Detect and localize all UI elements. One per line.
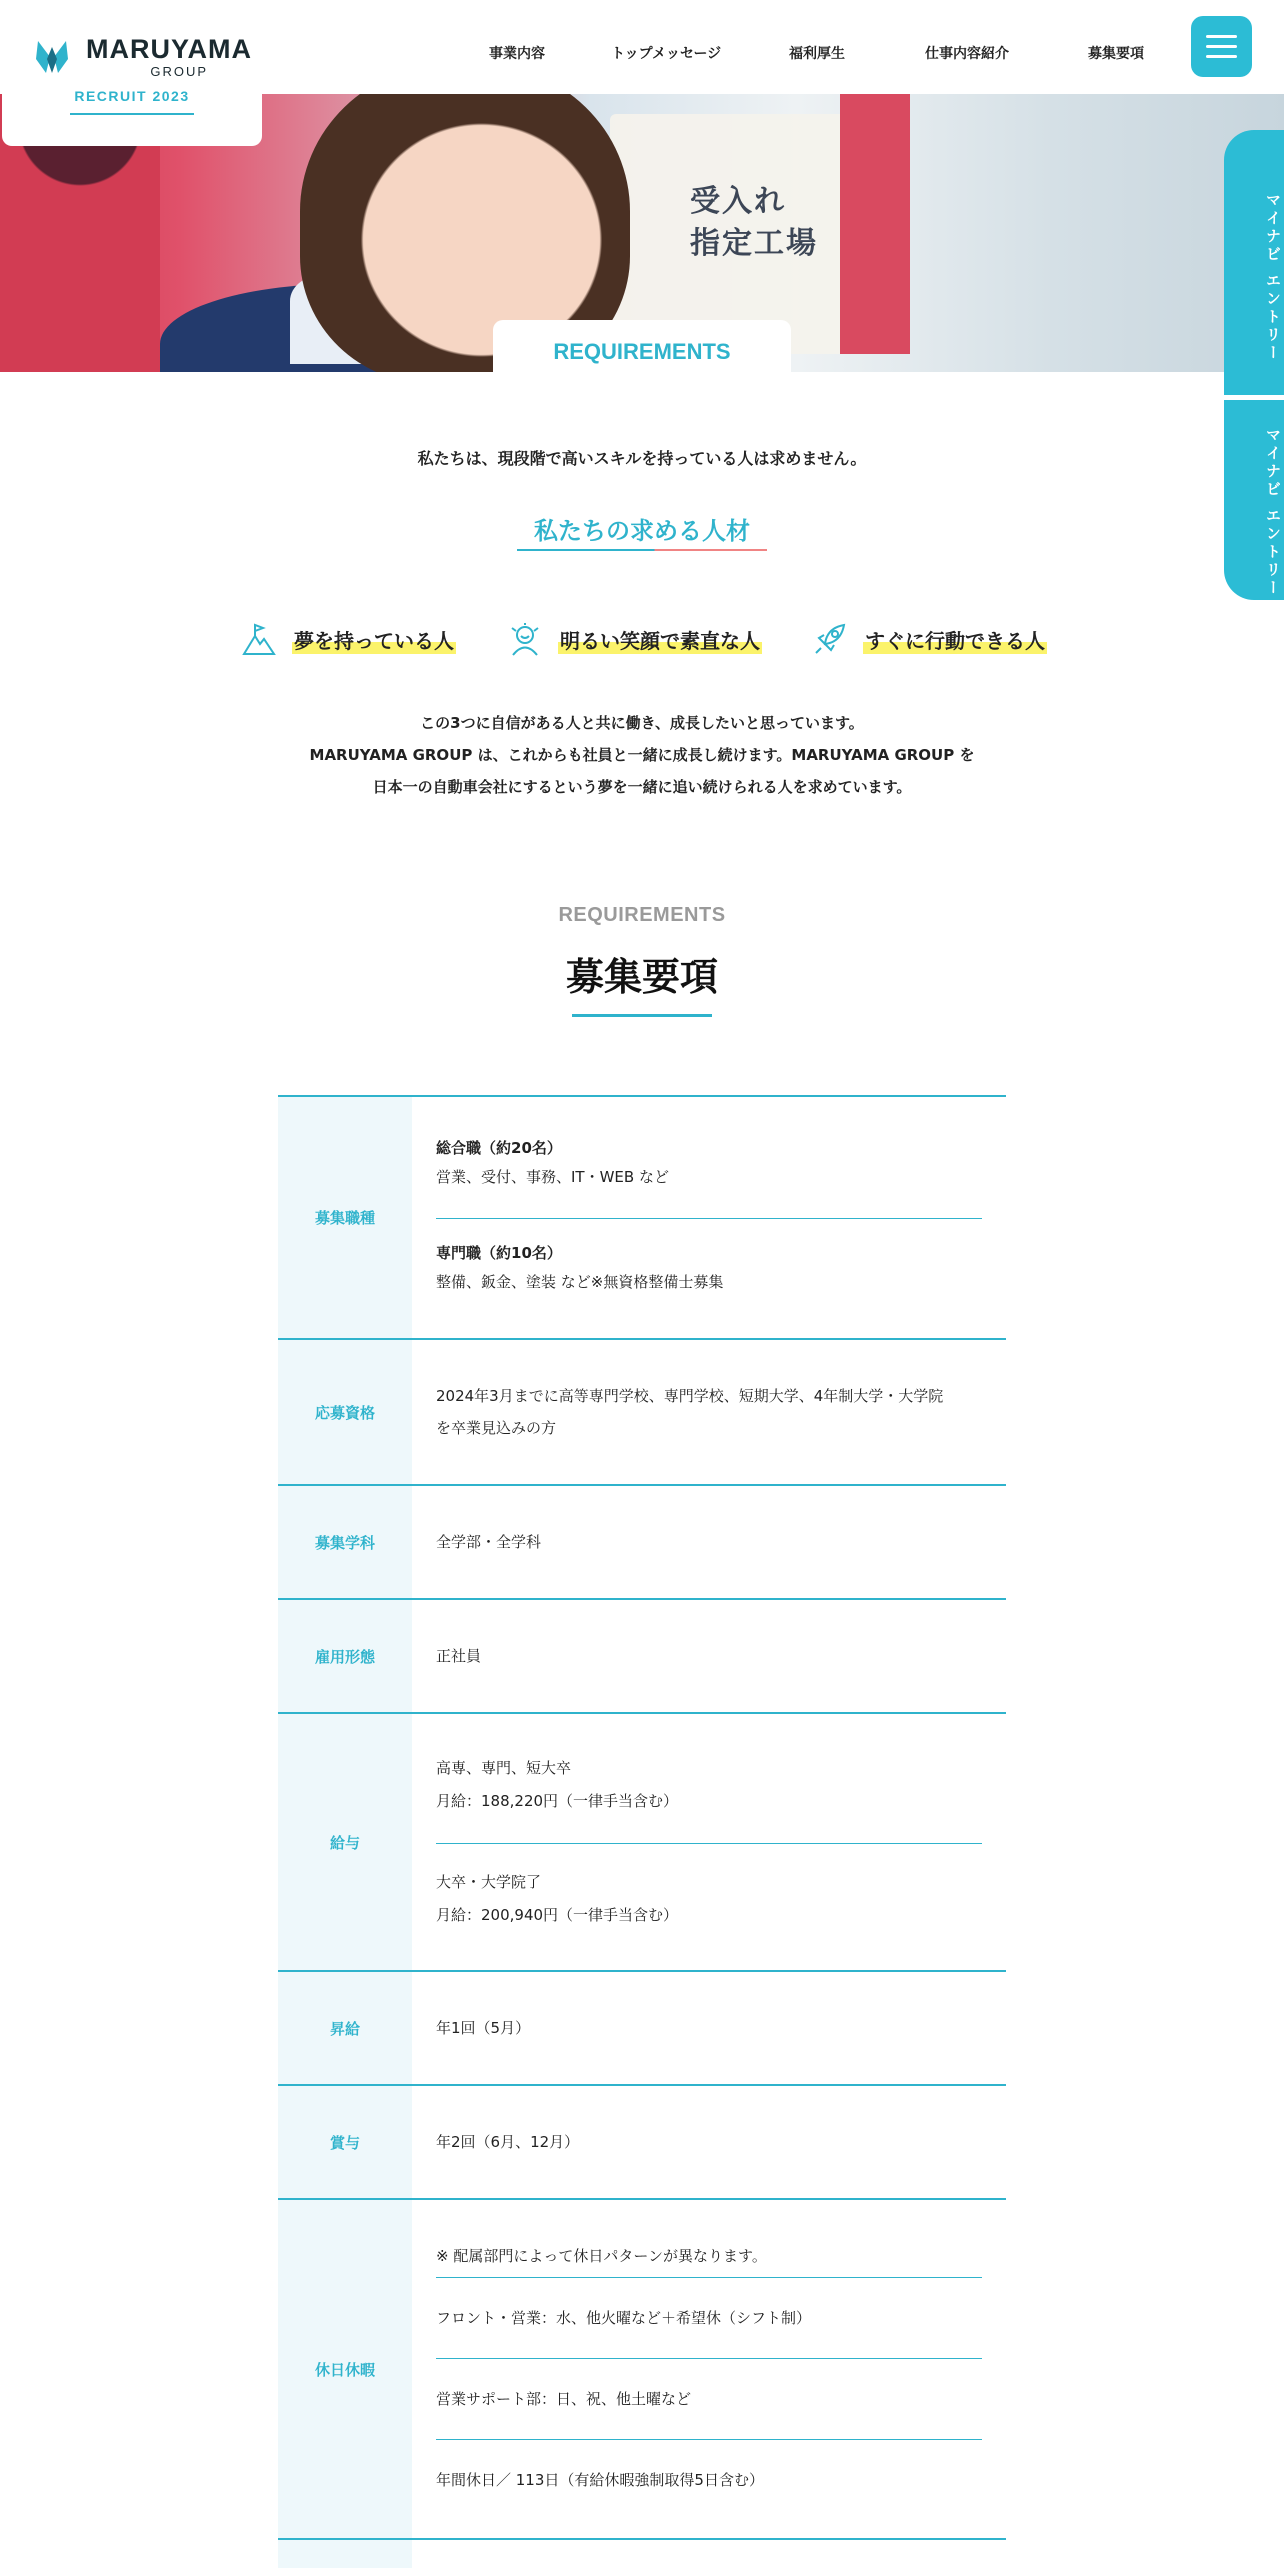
maruyama-logo-mark-icon (32, 37, 72, 77)
table-row (278, 1095, 1006, 1338)
nav-requirements[interactable]: 募集要項 (1088, 46, 1144, 62)
requirements-en-heading: REQUIREMENTS (558, 904, 726, 926)
logo-group: GROUP (150, 64, 209, 79)
table-row (278, 1970, 1006, 2084)
recruit-underline (70, 113, 194, 115)
row-label-employment: 雇用形態 (278, 1600, 412, 1712)
cell-text: 月給：200,940円（一律手当含む） (436, 1906, 679, 1924)
rocket-icon (813, 622, 847, 656)
row-label-job-type: 募集職種 (278, 1097, 412, 1338)
intro-body-line1: この3つに自信がある人と共に働き、成長したいと思っています。 (420, 714, 864, 732)
cell-text: 正社員 (436, 1647, 482, 1665)
table-row (278, 2538, 1006, 2568)
cell-text: 大卒・大学院了 (436, 1873, 542, 1891)
hamburger-menu-button[interactable] (1191, 16, 1252, 77)
side-entry-button-1[interactable]: マイナビ エントリー (1224, 130, 1284, 395)
cell-text: 整備、鈑金、塗装 など※無資格整備士募集 (436, 1273, 724, 1291)
intro-body-line2: MARUYAMA GROUP は、これからも社員と一緒に成長し続けます。MARUYAMA GROUP を (309, 746, 975, 764)
cell-text: 2024年3月までに高等専門学校、専門学校、短期大学、4年制大学・大学院 (436, 1387, 944, 1405)
cell-text: 営業、受付、事務、IT・WEB など (436, 1168, 669, 1186)
hero-requirements-tab: REQUIREMENTS (493, 320, 791, 372)
table-row (278, 1598, 1006, 1712)
trait-dream-label: 夢を持っている人 (292, 625, 456, 654)
row-label-qualification: 応募資格 (278, 1340, 412, 1484)
table-row (278, 1712, 1006, 1970)
table-row (278, 2198, 1006, 2538)
cell-text: フロント・営業：水、他火曜など＋希望休（シフト制） (436, 2309, 812, 2327)
requirements-jp-heading: 募集要項 (565, 955, 718, 999)
side-entry-button-2[interactable]: マイナビ エントリー (1224, 400, 1284, 600)
row-label-raise: 昇給 (278, 1972, 412, 2084)
site-header (0, 0, 1284, 94)
trait-action (813, 622, 1047, 656)
cell-text: 営業サポート部：日、祝、他土曜など (436, 2390, 692, 2408)
cell-text: 年1回（5月） (436, 2019, 531, 2037)
cell-text: 年間休日／ 113日（有給休暇強制取得5日含む） (436, 2471, 764, 2489)
intro-lead: 私たちは、現段階で高いスキルを持っている人は求めません。 (417, 449, 867, 468)
row-label-holidays: 休日休暇 (278, 2200, 412, 2538)
smiling-person-icon (508, 622, 542, 656)
row-label-bonus: 賞与 (278, 2086, 412, 2198)
table-row (278, 1484, 1006, 1598)
nav-job-introduction[interactable]: 仕事内容紹介 (925, 46, 1009, 62)
cell-text: 高専、専門、短大卒 (436, 1759, 572, 1777)
requirements-underline (572, 1014, 712, 1017)
cell-text: 月給：188,220円（一律手当含む） (436, 1792, 679, 1810)
nav-top-message[interactable]: トップメッセージ (611, 46, 722, 62)
cell-title: 総合職（約20名） (436, 1139, 562, 1157)
talent-title: 私たちの求める人材 (534, 517, 750, 545)
cell-text: を卒業見込みの方 (436, 1419, 557, 1437)
trait-smile-label: 明るい笑顔で素直な人 (558, 625, 762, 654)
cell-text: ※ 配属部門によって休日パターンが異なります。 (436, 2247, 767, 2265)
nav-business[interactable]: 事業内容 (489, 46, 545, 62)
talent-title-underline (517, 549, 767, 551)
trait-smile (508, 622, 762, 656)
hero-sign-line2: 指定工場 (690, 226, 818, 261)
cell-text: 全学部・全学科 (436, 1533, 542, 1551)
table-row (278, 2084, 1006, 2198)
nav-welfare[interactable]: 福利厚生 (789, 46, 845, 62)
trait-dream (242, 622, 456, 656)
maruyama-logo[interactable] (32, 36, 252, 78)
mountain-flag-icon (242, 622, 276, 656)
trait-action-label: すぐに行動できる人 (863, 625, 1047, 654)
intro-body-line3: 日本一の自動車会社にするという夢を一緒に追い続けられる人を求めています。 (372, 778, 912, 796)
logo-name: MARUYAMA (86, 34, 253, 64)
cell-text: 年2回（6月、12月） (436, 2133, 580, 2151)
recruit-2023-label: RECRUIT 2023 (74, 88, 190, 104)
table-row (278, 1338, 1006, 1484)
row-label-salary: 給与 (278, 1714, 412, 1970)
hero-sign-line1: 受入れ (690, 184, 786, 219)
requirements-table (278, 1095, 1006, 2568)
row-label-department: 募集学科 (278, 1486, 412, 1598)
cell-title: 専門職（約10名） (436, 1244, 562, 1262)
